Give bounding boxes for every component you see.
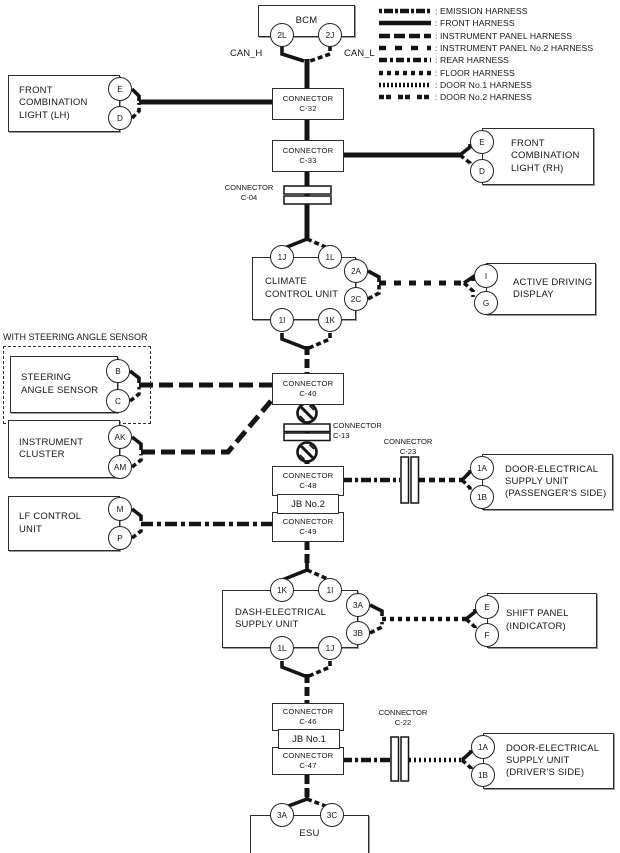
esu-box: ESU — [250, 815, 369, 853]
connector-c46-box: CONNECTOR C-46 — [272, 703, 344, 731]
bcm-label: BCM — [295, 14, 318, 26]
connector-c23-symbol — [411, 457, 419, 503]
legend-row-door-no1: : DOOR No.1 HARNESS — [435, 79, 532, 90]
ic-ak-lead — [132, 437, 141, 450]
legend-row-front: : FRONT HARNESS — [435, 18, 515, 29]
pin-climate-1i: 1I — [270, 308, 294, 332]
legend-row-rear: : REAR HARNESS — [435, 55, 510, 66]
legend-label: EMISSION HARNESS — [440, 6, 528, 17]
legend-row-instrument-panel: : INSTRUMENT PANEL HARNESS — [435, 30, 573, 41]
pin-fcl-lh-e: E — [108, 77, 132, 101]
pin-add-g: G — [474, 291, 498, 315]
pin-desu-3b: 3B — [346, 621, 370, 645]
pin-desu-1j: 1J — [318, 636, 342, 660]
lf-p-lead — [132, 527, 141, 538]
legend-label: INSTRUMENT PANEL HARNESS — [440, 30, 573, 41]
connector-c47-box: CONNECTOR C-47 — [272, 747, 344, 775]
door-p-1a-lead — [462, 470, 470, 480]
pin-door-d-1b: 1B — [471, 763, 495, 787]
pin-climate-1l: 1L — [318, 245, 342, 269]
twisted-pair-icon — [298, 404, 317, 423]
shift-panel-indicator-box: SHIFT PANEL (INDICATOR) — [487, 593, 597, 648]
pin-ic-ak: AK — [108, 425, 132, 449]
pin-fcl-rh-e: E — [470, 130, 494, 154]
pin-ic-am: AM — [108, 455, 132, 479]
pin-desu-3a: 3A — [346, 593, 370, 617]
connector-c13-symbol — [284, 433, 330, 441]
legend-row-instrument-panel-no2: : INSTRUMENT PANEL No.2 HARNESS — [435, 43, 594, 54]
desu-1k-lead — [282, 563, 307, 580]
pin-add-i: I — [474, 264, 498, 288]
pin-door-d-1a: 1A — [471, 735, 495, 759]
fcl-rh-e-lead — [460, 144, 470, 155]
climate-1i-lead — [282, 333, 305, 348]
pin-lf-p: P — [108, 526, 132, 550]
fcl-rh-d-lead — [460, 155, 470, 166]
pin-climate-2a: 2A — [344, 259, 368, 283]
desu-3a-lead — [370, 605, 382, 616]
pin-desu-1i: 1I — [318, 578, 342, 602]
lf-control-unit-box: LF CONTROL UNIT — [8, 496, 120, 551]
door-d-1b-lead — [462, 760, 471, 772]
connector-c13-label: CONNECTOR C-13 — [333, 421, 382, 441]
pin-bcm-2l: 2L — [270, 23, 294, 47]
connector-c40-box: CONNECTOR C-40 — [272, 373, 344, 405]
connector-c13-symbol — [284, 424, 330, 432]
pin-sas-c: C — [106, 389, 130, 413]
climate-control-unit-box: CLIMATE CONTROL UNIT — [252, 257, 356, 320]
connector-c23-symbol — [401, 457, 409, 503]
legend-label: INSTRUMENT PANEL No.2 HARNESS — [440, 43, 594, 54]
shift-f-lead — [466, 619, 475, 631]
pin-esu-3a: 3A — [270, 803, 294, 827]
door-d-1a-lead — [462, 750, 471, 760]
pin-door-p-1b: 1B — [470, 485, 494, 509]
active-driving-display-box: ACTIVE DRIVING DISPLAY — [486, 263, 596, 315]
pin-door-p-1a: 1A — [470, 456, 494, 480]
door-p-1b-lead — [462, 480, 470, 492]
steering-angle-sensor-box: STEERING ANGLE SENSOR — [10, 356, 118, 413]
instrument-panel-line-ic — [141, 401, 271, 452]
dash-electrical-supply-unit-box: DASH-ELECTRICAL SUPPLY UNIT — [222, 590, 358, 648]
connector-c22-symbol — [401, 737, 409, 781]
can-l-label: CAN_L — [344, 48, 375, 59]
pin-shift-e: E — [475, 595, 499, 619]
can-h-label: CAN_H — [230, 48, 263, 59]
legend-row-emission: : EMISSION HARNESS — [435, 6, 528, 17]
legend-label: FRONT HARNESS — [440, 18, 515, 29]
lf-m-lead — [132, 509, 141, 521]
pin-fcl-rh-d: D — [470, 159, 494, 183]
pin-climate-1k: 1K — [318, 308, 342, 332]
door-electrical-supply-unit-passenger-box: DOOR-ELECTRICAL SUPPLY UNIT (PASSENGER'S SIDE) — [482, 454, 613, 510]
fcl-lh-e-lead — [132, 89, 139, 101]
connector-c48-box: CONNECTOR C-48 — [272, 466, 344, 496]
shift-e-lead — [466, 609, 475, 619]
front-combination-light-lh-box: FRONT COMBINATION LIGHT (LH) — [8, 75, 120, 132]
pin-climate-1j: 1J — [270, 245, 294, 269]
pin-fcl-lh-d: D — [108, 106, 132, 130]
twisted-pair-icon — [298, 443, 317, 462]
legend-row-floor: : FLOOR HARNESS — [435, 67, 515, 78]
desu-3b-lead — [370, 622, 382, 633]
jb-no2-box: JB No.2 — [277, 494, 339, 514]
bcm-can-l-lead — [310, 46, 330, 61]
desu-1j-lead — [309, 661, 330, 676]
front-combination-light-rh-box: FRONT COMBINATION LIGHT (RH) — [482, 128, 594, 185]
harness-legend — [378, 5, 593, 103]
legend-label: DOOR No.1 HARNESS — [440, 79, 532, 90]
pin-desu-1l: 1L — [270, 636, 294, 660]
legend-row-door-no2: : DOOR No.2 HARNESS — [435, 92, 532, 103]
climate-2a-lead — [368, 271, 379, 282]
bcm-can-h-lead — [282, 46, 304, 61]
legend-label: DOOR No.2 HARNESS — [440, 92, 532, 103]
climate-1k-lead — [309, 333, 330, 348]
pin-esu-3c: 3C — [320, 803, 344, 827]
pin-desu-1k: 1K — [270, 578, 294, 602]
fcl-lh-d-lead — [132, 103, 139, 118]
climate-2c-lead — [368, 285, 379, 299]
pin-climate-2c: 2C — [344, 287, 368, 311]
door-electrical-supply-unit-driver-box: DOOR-ELECTRICAL SUPPLY UNIT (DRIVER'S SIDE) — [483, 733, 614, 789]
connector-c23-label: CONNECTOR C-23 — [383, 437, 433, 457]
legend-label: FLOOR HARNESS — [440, 67, 515, 78]
desu-1l-lead — [282, 661, 305, 676]
pin-sas-b: B — [106, 359, 130, 383]
with-steering-angle-sensor-label: WITH STEERING ANGLE SENSOR — [3, 332, 148, 342]
instrument-cluster-box: INSTRUMENT CLUSTER — [8, 420, 120, 478]
connector-c22-label: CONNECTOR C-22 — [378, 708, 428, 728]
connector-c22-symbol — [391, 737, 399, 781]
pin-bcm-2j: 2J — [318, 23, 342, 47]
ic-am-lead — [132, 454, 141, 467]
pin-lf-m: M — [108, 497, 132, 521]
connector-c33-box: CONNECTOR C-33 — [272, 140, 344, 172]
pin-shift-f: F — [475, 623, 499, 647]
connector-c04-symbol — [284, 196, 331, 204]
connector-c49-box: CONNECTOR C-49 — [272, 512, 344, 542]
add-g-lead — [464, 283, 473, 297]
connector-c32-box: CONNECTOR C-32 — [272, 88, 344, 120]
connector-c04-label: CONNECTOR C-04 — [224, 183, 274, 203]
legend-label: REAR HARNESS — [440, 55, 510, 66]
jb-no1-box: JB No.1 — [278, 729, 340, 749]
connector-c04-symbol — [284, 186, 331, 194]
